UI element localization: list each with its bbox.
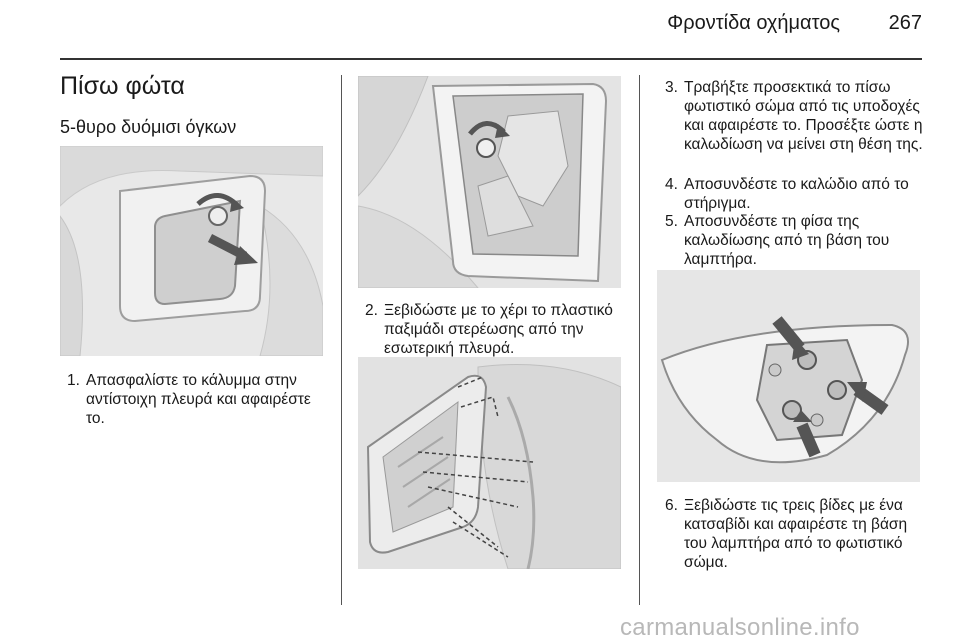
figure-plastic-nut	[358, 76, 621, 288]
column-divider-right	[639, 75, 640, 605]
step-number: 1.	[67, 372, 80, 389]
step-3	[665, 78, 927, 154]
column-divider-left	[341, 75, 342, 605]
figure-bulb-holder-screws	[657, 270, 920, 482]
step-text: Απασφαλίστε το κάλυμμα στην αντίστοιχη πλευρά και αφαιρέστε το.	[86, 372, 311, 427]
step-2	[365, 301, 627, 358]
step-number: 4.	[665, 176, 678, 193]
step-text: Ξεβιδώστε με το χέρι το πλαστικό παξιμάδι στερέωσης από την εσωτερική πλευρά.	[384, 302, 613, 357]
header-rule	[60, 58, 922, 60]
running-header-title: Φροντίδα οχήματος	[667, 12, 840, 34]
step-text: Ξεβιδώστε τις τρεις βίδες με ένα κατσαβίδι και αφαιρέστε τη βάση του λαμπτήρα από το φωτιστικό σώμα.	[684, 497, 908, 571]
step-number: 5.	[665, 213, 678, 230]
step-4	[665, 175, 927, 213]
step-text: Αποσυνδέστε τη φίσα της καλωδίωσης από τη βάση του λαμπτήρα.	[684, 213, 890, 268]
figure-tail-light-removal	[358, 357, 621, 569]
watermark: carmanualsonline.info	[620, 614, 860, 641]
step-number: 2.	[365, 302, 378, 319]
step-text: Τραβήξτε προσεκτικά το πίσω φωτιστικό σώμα από τις υποδοχές και αφαιρέστε το. Προσέξτε ώστε η καλωδίωση να μείνει στη θέση της.	[684, 79, 923, 153]
step-number: 6.	[665, 497, 678, 514]
step-6	[665, 496, 927, 572]
step-1	[67, 371, 329, 428]
figure-side-cover	[60, 146, 323, 356]
step-text: Αποσυνδέστε το καλώδιο από το στήριγμα.	[684, 176, 909, 212]
page-number: 267	[888, 12, 922, 34]
section-subtitle: 5-θυρο δυόμισι όγκων	[60, 117, 237, 137]
section-title: Πίσω φώτα	[60, 72, 185, 100]
step-5	[665, 212, 927, 269]
step-number: 3.	[665, 79, 678, 96]
